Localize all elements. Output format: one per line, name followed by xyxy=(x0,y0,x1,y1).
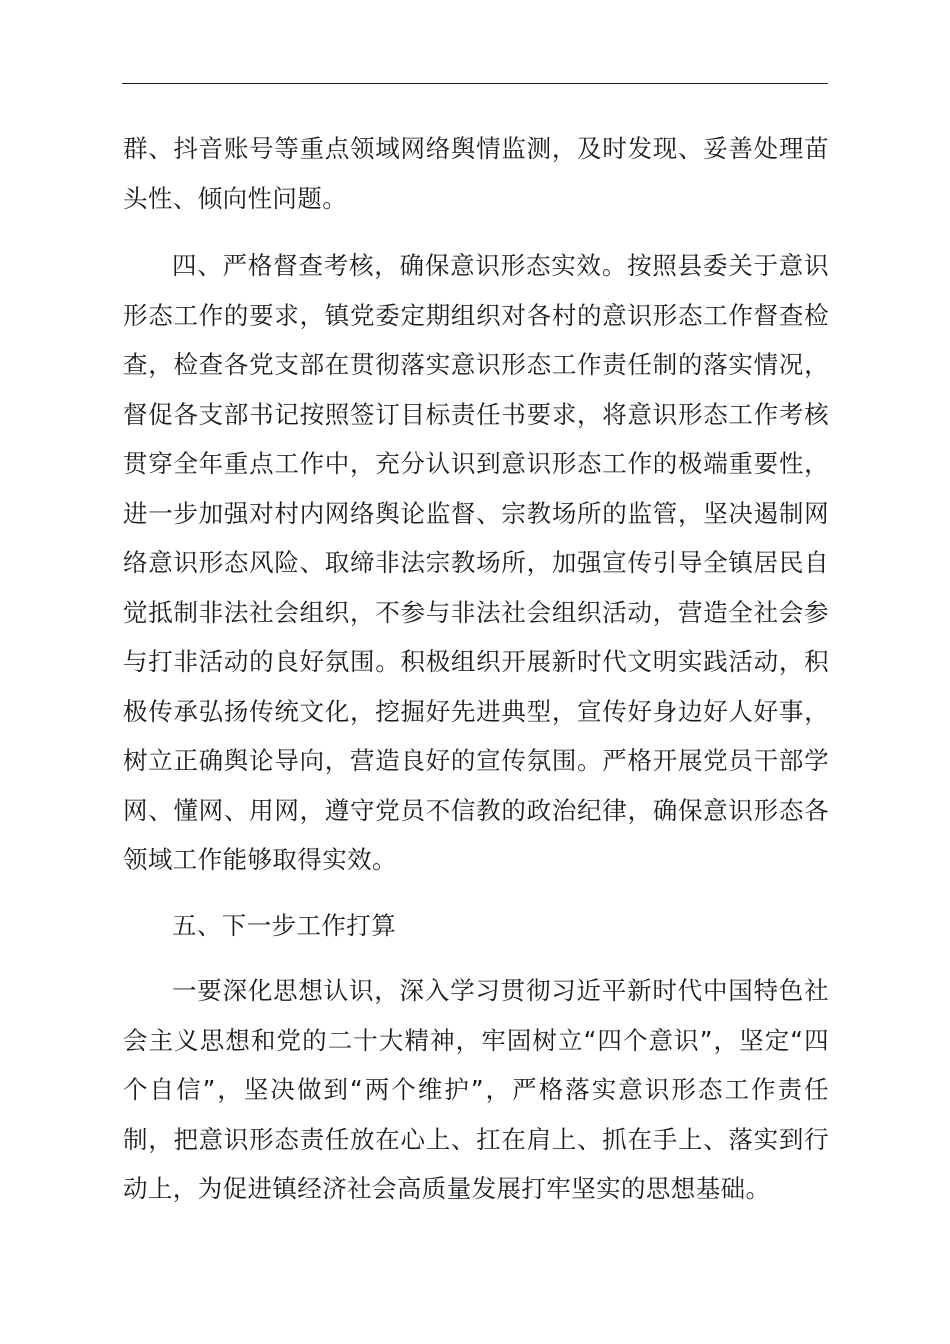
paragraph-section-four: 四、严格督查考核，确保意识形态实效。按照县委关于意识形态工作的要求，镇党委定期组织对各村的意识形态工作督查检查，检查各党支部在贯彻落实意识形态工作责任制的落实情况，督促各支部书记按照签订目标责任书要求，将意识形态工作考核贯穿全年重点工作中，充分认识到意识形态工作的极端重要性，进一步加强对村内网络舆论监督、宗教场所的监管，坚决遏制网络意识形态风险、取缔非法宗教场所，加强宣传引导全镇居民自觉抵制非法社会组织，不参与非法社会组织活动，营造全社会参与打非活动的良好氛围。积极组织开展新时代文明实践活动，积极传承弘扬传统文化，挖掘好先进典型，宣传好身边好人好事，树立正确舆论导向，营造良好的宣传氛围。严格开展党员干部学网、懂网、用网，遵守党员不信教的政治纪律，确保意识形态各领域工作能够取得实效。 xyxy=(123,251,829,874)
paragraph-plan-one: 一要深化思想认识，深入学习贯彻习近平新时代中国特色社会主义思想和党的二十大精神，牢固树立“四个意识”，坚定“四个自信”，坚决做到“两个维护”，严格落实意识形态工作责任制，把意识形态责任放在心上、扛在肩上、抓在手上、落实到行动上，为促进镇经济社会高质量发展打牢坚实的思想基础。 xyxy=(123,976,829,1203)
section-five-heading: 五、下一步工作打算 xyxy=(172,910,397,940)
header-divider xyxy=(122,83,828,84)
document-body xyxy=(123,124,829,1214)
paragraph-continuation: 群、抖音账号等重点领域网络舆情监测，及时发现、妥善处理苗头性、倾向性问题。 xyxy=(123,134,829,213)
